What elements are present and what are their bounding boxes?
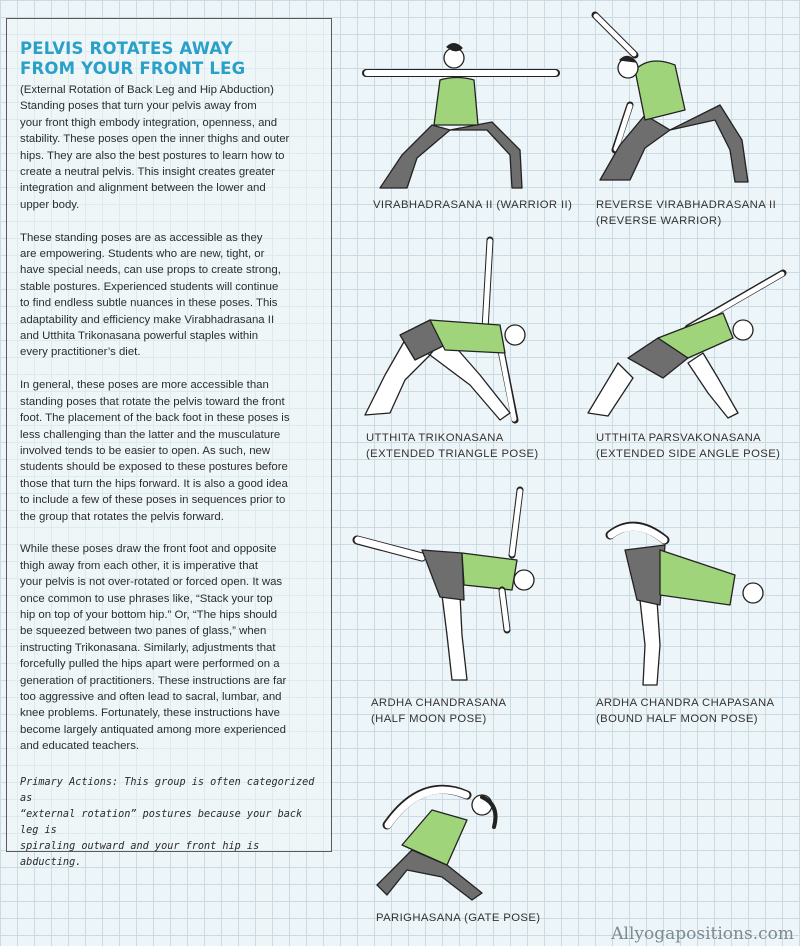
side-angle-figure bbox=[578, 268, 788, 428]
article-paragraph-3: In general, these poses are more accessible than standing poses that rotate the pelvis toward the front foot. The placement of the back foot in these poses is less challenging than the latter and the musculature involved tends to be easier to open. As such, new students should be exposed to these postures before those that turn the hips forward. It is also a good idea to include a few of these poses in sequences prior to the group that rotates the pelvis forward. bbox=[20, 379, 290, 523]
article-heading: PELVIS ROTATES AWAY FROM YOUR FRONT LEG bbox=[20, 39, 246, 78]
article-box bbox=[6, 18, 332, 868]
article-paragraph-4: While these poses draw the front foot and opposite thigh away from each other, it is imperative that your pelvis is not over-rotated or forced open. It was once common to use phrases like, “Stack your top hip on top of your bottom hip.” Or, “The hips should be squeezed between two panes of glass,” when instructing Trikonasana. Similarly, adjustments that forcefully pulled the hips apart were performed on a generation of practitioners. These instructions are far too aggressive and often lead to sacral, lumbar, and knee problems. Fortunately, these instructions have become largely antiquated among more experienced and educated teachers. bbox=[20, 543, 287, 753]
reverse-warrior-figure bbox=[590, 10, 760, 190]
pose-caption-triangle: UTTHITA TRIKONASANA (EXTENDED TRIANGLE POSE) bbox=[366, 432, 539, 460]
pose-caption-half-moon: ARDHA CHANDRASANA (HALF MOON POSE) bbox=[371, 697, 507, 725]
pose-caption-warrior-ii: VIRABHADRASANA II (WARRIOR II) bbox=[373, 199, 573, 211]
pose-caption-side-angle: UTTHITA PARSVAKONASANA (EXTENDED SIDE ANGLE POSE) bbox=[596, 432, 781, 460]
pose-caption-bound-half-moon: ARDHA CHANDRA CHAPASANA (BOUND HALF MOON POSE) bbox=[596, 697, 775, 725]
watermark: Allyogapositions.com bbox=[611, 924, 794, 944]
article-paragraph-2: These standing poses are as accessible as they are empowering. Students who are new, tight, or have special needs, can use props to create strong, stable postures. Experienced students will continue to find endless subtle nuances in these poses. This adaptability and efficiency make Virabhadrasana II and Utthita Trikonasana powerful staples within every practitioner’s diet. bbox=[20, 231, 281, 359]
article-paragraph-1: Standing poses that turn your pelvis away from your front thigh embody integration, openness, and stability. These poses open the inner thighs and outer hips. They are also the best postures to learn how to create a neutral pelvis. This insight creates greater integration and alignment between the lower and upper body. bbox=[20, 100, 290, 211]
warrior-ii-figure bbox=[362, 30, 562, 195]
primary-actions-note: Primary Actions: This group is often categorized as “external rotation” postures because your back leg is spiraling outward and your front hip is abducting. bbox=[20, 776, 315, 868]
pose-caption-reverse-warrior: REVERSE VIRABHADRASANA II (REVERSE WARRIOR) bbox=[596, 199, 777, 227]
triangle-pose-figure bbox=[360, 235, 565, 425]
pose-caption-gate: PARIGHASANA (GATE POSE) bbox=[376, 912, 541, 924]
gate-pose-figure bbox=[372, 765, 542, 905]
half-moon-figure bbox=[352, 485, 547, 685]
article-subheading: (External Rotation of Back Leg and Hip Abduction) bbox=[20, 84, 274, 96]
bound-half-moon-figure bbox=[595, 515, 785, 690]
